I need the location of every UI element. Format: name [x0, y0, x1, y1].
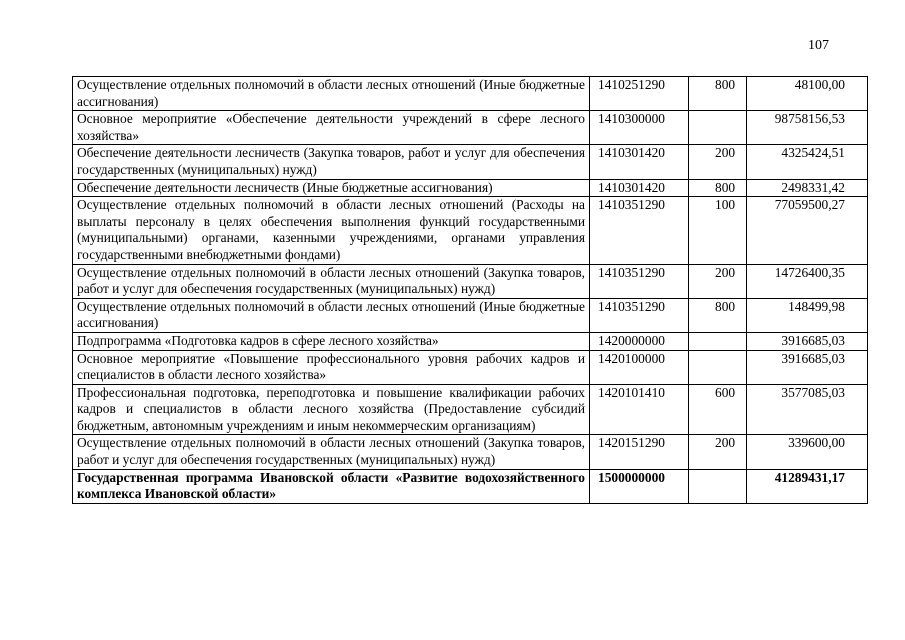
- row-target-code: 1410251290: [590, 77, 689, 111]
- row-description: Подпрограмма «Подготовка кадров в сфере лесного хозяйства»: [73, 332, 590, 350]
- row-target-code: 1410300000: [590, 111, 689, 145]
- row-amount: 14726400,35: [747, 264, 868, 298]
- row-expense-type: 200: [689, 435, 747, 469]
- row-target-code: 1420100000: [590, 350, 689, 384]
- table-row: [73, 298, 868, 332]
- row-expense-type: 200: [689, 264, 747, 298]
- row-expense-type: 800: [689, 77, 747, 111]
- row-description: Основное мероприятие «Повышение профессионального уровня рабочих кадров и специалистов в области лесного хозяйства»: [73, 350, 590, 384]
- row-expense-type: 800: [689, 298, 747, 332]
- row-amount: 2498331,42: [747, 179, 868, 197]
- row-target-code: 1410301420: [590, 179, 689, 197]
- row-expense-type: [689, 332, 747, 350]
- table-row: [73, 264, 868, 298]
- table-row: [73, 384, 868, 435]
- row-target-code: 1420000000: [590, 332, 689, 350]
- row-amount: 41289431,17: [747, 469, 868, 503]
- table-row: [73, 197, 868, 264]
- table-row: [73, 469, 868, 503]
- row-amount: 148499,98: [747, 298, 868, 332]
- table-row: [73, 111, 868, 145]
- table-row: [73, 332, 868, 350]
- row-target-code: 1420151290: [590, 435, 689, 469]
- row-description: Основное мероприятие «Обеспечение деятельности учреждений в сфере лесного хозяйства»: [73, 111, 590, 145]
- row-description: Обеспечение деятельности лесничеств (Иные бюджетные ассигнования): [73, 179, 590, 197]
- row-amount: 339600,00: [747, 435, 868, 469]
- row-expense-type: 100: [689, 197, 747, 264]
- row-description: Осуществление отдельных полномочий в области лесных отношений (Иные бюджетные ассигнования): [73, 77, 590, 111]
- row-description: Профессиональная подготовка, переподготовка и повышение квалификации рабочих кадров и специалистов в области лесного хозяйства (Предоставление субсидий бюджетным, автономным учреждениям и иным некоммерческим организациям): [73, 384, 590, 435]
- row-expense-type: [689, 111, 747, 145]
- row-target-code: 1410351290: [590, 298, 689, 332]
- row-amount: 48100,00: [747, 77, 868, 111]
- row-expense-type: [689, 350, 747, 384]
- table-row: [73, 435, 868, 469]
- row-expense-type: 200: [689, 145, 747, 179]
- row-target-code: 1410351290: [590, 264, 689, 298]
- page-number: 107: [808, 38, 829, 53]
- row-amount: 77059500,27: [747, 197, 868, 264]
- row-amount: 3916685,03: [747, 332, 868, 350]
- row-amount: 4325424,51: [747, 145, 868, 179]
- row-target-code: 1500000000: [590, 469, 689, 503]
- table-row: [73, 179, 868, 197]
- row-target-code: 1410351290: [590, 197, 689, 264]
- row-amount: 98758156,53: [747, 111, 868, 145]
- row-description: Осуществление отдельных полномочий в области лесных отношений (Закупка товаров, работ и услуг для обеспечения государственных (муниципальных) нужд): [73, 435, 590, 469]
- row-expense-type: 800: [689, 179, 747, 197]
- row-description: Государственная программа Ивановской области «Развитие водохозяйственного комплекса Ивановской области»: [73, 469, 590, 503]
- row-description: Осуществление отдельных полномочий в области лесных отношений (Иные бюджетные ассигнования): [73, 298, 590, 332]
- row-target-code: 1410301420: [590, 145, 689, 179]
- row-expense-type: [689, 469, 747, 503]
- row-description: Обеспечение деятельности лесничеств (Закупка товаров, работ и услуг для обеспечения государственных (муниципальных) нужд): [73, 145, 590, 179]
- row-description: Осуществление отдельных полномочий в области лесных отношений (Закупка товаров, работ и услуг для обеспечения государственных (муниципальных) нужд): [73, 264, 590, 298]
- budget-table: [72, 76, 868, 504]
- row-expense-type: 600: [689, 384, 747, 435]
- table-row: [73, 350, 868, 384]
- row-description: Осуществление отдельных полномочий в области лесных отношений (Расходы на выплаты персоналу в целях обеспечения выполнения функций государственными (муниципальными) органами, казенными учреждениями, органами управления государственными внебюджетными фондами): [73, 197, 590, 264]
- row-amount: 3916685,03: [747, 350, 868, 384]
- table-row: [73, 145, 868, 179]
- row-amount: 3577085,03: [747, 384, 868, 435]
- table-row: [73, 77, 868, 111]
- budget-table-body: [73, 77, 868, 504]
- row-target-code: 1420101410: [590, 384, 689, 435]
